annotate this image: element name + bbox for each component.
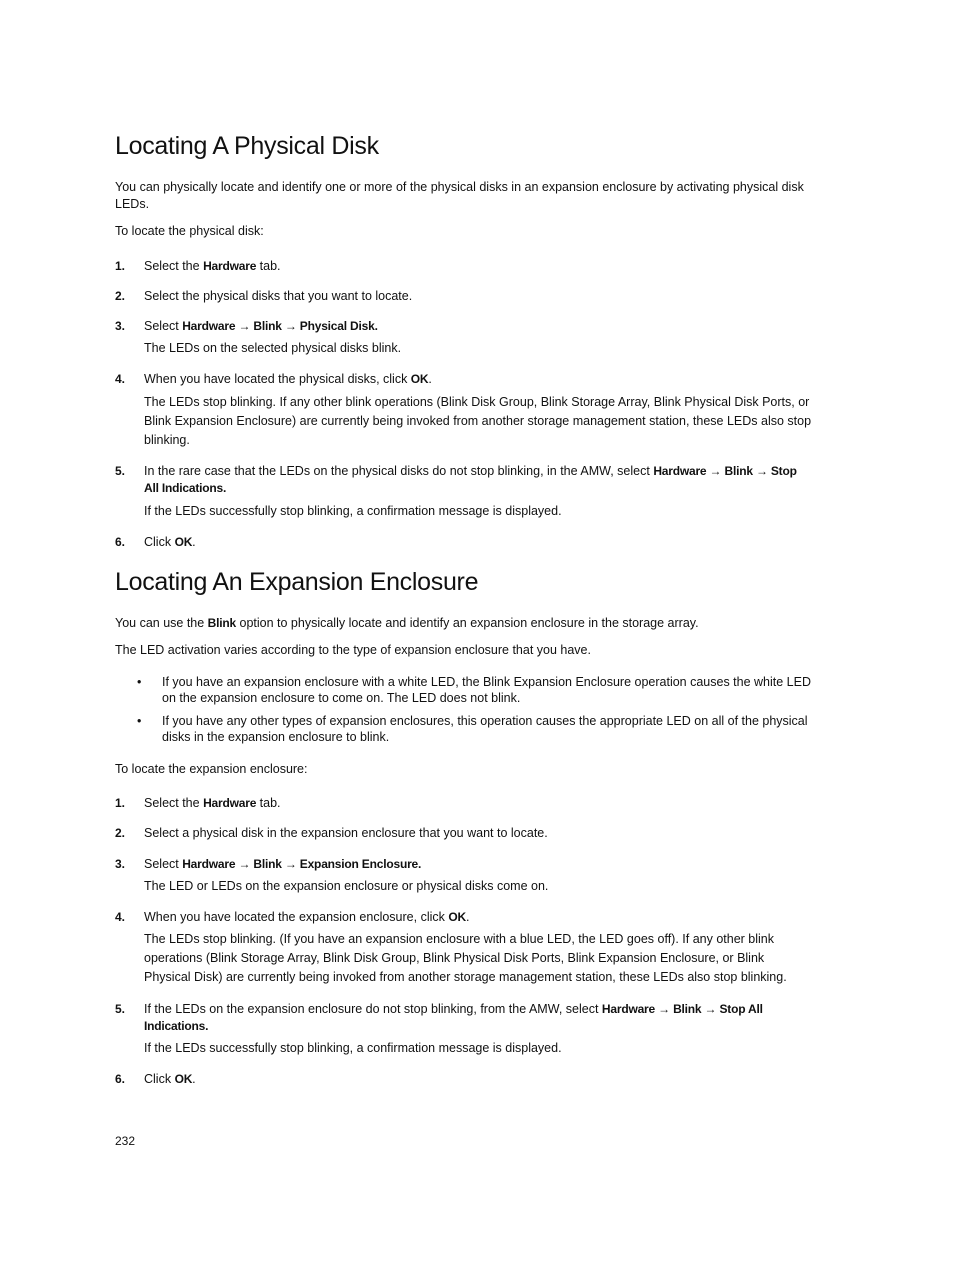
section2-step-3-result: The LED or LEDs on the expansion enclosure or physical disks come on. xyxy=(144,879,549,893)
section1-step-4-result: The LEDs stop blinking. If any other blink operations (Blink Disk Group, Blink Storage Array, Blink Physical Disk Ports, or Blink Expansion Enclosure) are currently being invoked from another storage management station, these LEDs also stop blinking. xyxy=(144,395,812,447)
ui-term: OK xyxy=(174,1072,193,1086)
section1-step-5-result: If the LEDs successfully stop blinking, a confirmation message is displayed. xyxy=(144,504,562,518)
bullet-text: If you have any other types of expansion enclosures, this operation causes the appropriate LED on all of the physical disks in the expansion enclosure to blink. xyxy=(162,714,808,744)
step-number: 2. xyxy=(115,826,126,840)
step-text: Click OK. xyxy=(144,1072,196,1086)
step-number: 6. xyxy=(115,535,126,549)
page-number: 232 xyxy=(115,1134,136,1148)
step-number: 3. xyxy=(115,319,126,333)
step-text: If the LEDs on the expansion enclosure do not stop blinking, from the AMW, select Hardware → Blink → Stop All Indications. xyxy=(144,1002,763,1033)
section2-lead: To locate the expansion enclosure: xyxy=(115,762,308,776)
step-text: Select the Hardware tab. xyxy=(144,796,281,810)
bullet-text: If you have an expansion enclosure with a white LED, the Blink Expansion Enclosure operation causes the white LED on the expansion enclosure to come on. The LED does not blink. xyxy=(162,675,811,705)
step-text: Select Hardware → Blink → Physical Disk. xyxy=(144,319,378,333)
bullet-dot: • xyxy=(137,675,142,689)
ui-term: Blink xyxy=(207,616,237,630)
step-text: Click OK. xyxy=(144,535,196,549)
ui-term: Hardware → Blink → Stop All Indications. xyxy=(144,1002,763,1033)
step-text: When you have located the expansion enclosure, click OK. xyxy=(144,910,470,924)
ui-term: Hardware → Blink → Stop All Indications. xyxy=(144,464,797,495)
step-number: 4. xyxy=(115,372,126,386)
section1-lead: To locate the physical disk: xyxy=(115,224,264,238)
step-text: In the rare case that the LEDs on the physical disks do not stop blinking, in the AMW, select Hardware → Blink → Stop All Indications. xyxy=(144,464,797,495)
ui-term: Hardware → Blink → Physical Disk. xyxy=(182,319,378,333)
section2-step-4-result: The LEDs stop blinking. (If you have an expansion enclosure with a blue LED, the LED goes off). If any other blink operations (Blink Storage Array, Blink Disk Group, Blink Physical Disk Ports, Blink Expansion Enclosure, or Blink Physical Disk) are currently being invoked from another storage management station, these LEDs also stop blinking. xyxy=(144,932,787,984)
step-text: Select the physical disks that you want to locate. xyxy=(144,289,413,303)
ui-term: Hardware xyxy=(203,259,257,273)
ui-term: OK xyxy=(410,372,429,386)
section2-intro: You can use the Blink option to physically locate and identify an expansion enclosure in the storage array. xyxy=(115,616,699,630)
ui-term: Hardware xyxy=(203,796,257,810)
ui-term: Hardware → Blink → Expansion Enclosure. xyxy=(182,857,422,871)
step-text: Select Hardware → Blink → Expansion Enclosure. xyxy=(144,857,422,871)
step-text: When you have located the physical disks, click OK. xyxy=(144,372,432,386)
step-number: 4. xyxy=(115,910,126,924)
section1-step-3-result: The LEDs on the selected physical disks blink. xyxy=(144,341,402,355)
step-number: 3. xyxy=(115,857,126,871)
section-title-physical-disk: Locating A Physical Disk xyxy=(115,132,379,160)
section2-step-5-result: If the LEDs successfully stop blinking, a confirmation message is displayed. xyxy=(144,1041,562,1055)
section-title-expansion-enclosure: Locating An Expansion Enclosure xyxy=(115,568,479,596)
step-text: Select a physical disk in the expansion enclosure that you want to locate. xyxy=(144,826,548,840)
step-number: 6. xyxy=(115,1072,126,1086)
step-number: 1. xyxy=(115,796,126,810)
section2-para: The LED activation varies according to the type of expansion enclosure that you have. xyxy=(115,643,591,657)
section1-intro: You can physically locate and identify one or more of the physical disks in an expansion enclosure by activating physical disk LEDs. xyxy=(115,180,804,211)
step-number: 5. xyxy=(115,464,126,478)
step-text: Select the Hardware tab. xyxy=(144,259,281,273)
ui-term: OK xyxy=(448,910,466,924)
step-number: 5. xyxy=(115,1002,126,1016)
bullet-dot: • xyxy=(137,714,142,728)
step-number: 2. xyxy=(115,289,126,303)
ui-term: OK xyxy=(174,535,193,549)
step-number: 1. xyxy=(115,259,126,273)
